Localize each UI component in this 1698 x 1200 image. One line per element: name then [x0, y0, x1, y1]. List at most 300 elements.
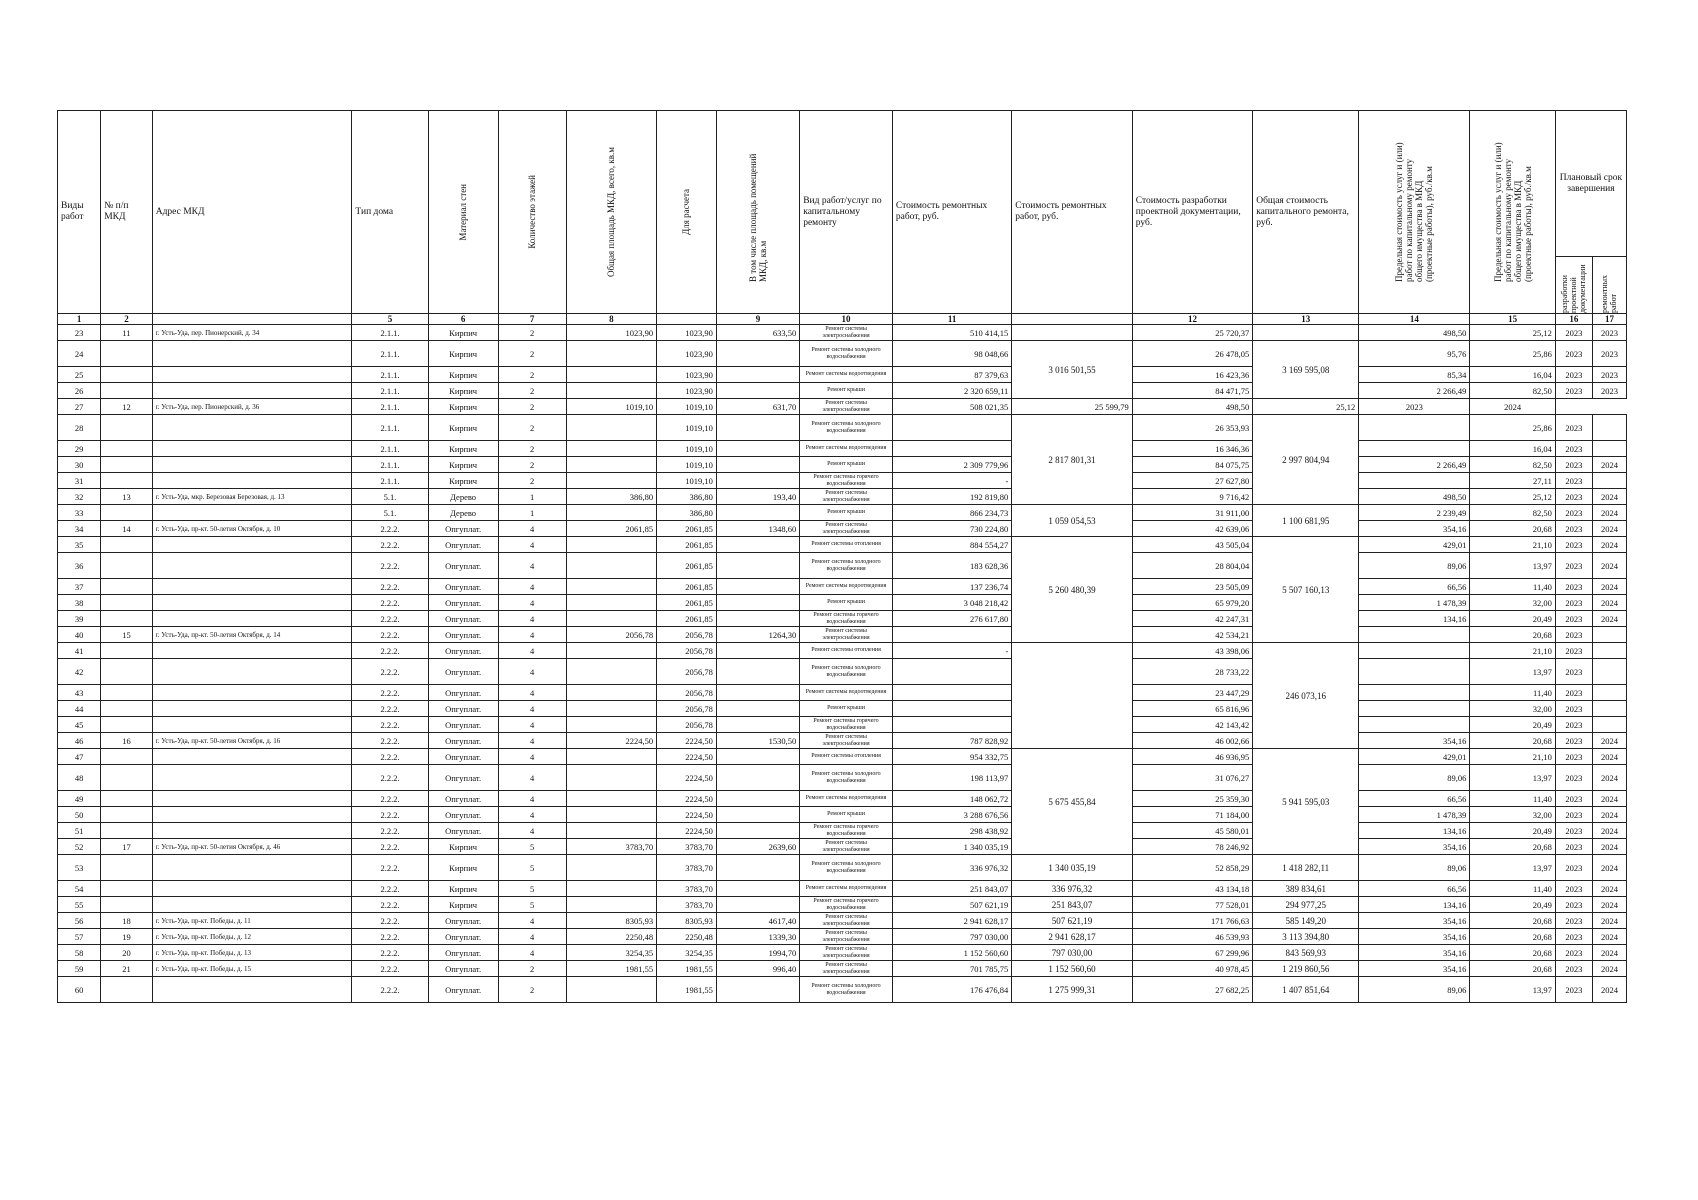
limit-cost-2: 16,04 — [1470, 367, 1555, 383]
repair-cost: 176 476,84 — [892, 977, 1011, 1003]
premises-area — [716, 701, 799, 717]
row-number: 27 — [58, 399, 101, 415]
total-area — [566, 977, 657, 1003]
limit-cost-1 — [1359, 685, 1470, 701]
limit-cost-2: 32,00 — [1470, 807, 1555, 823]
repair-year: 2023 — [1592, 325, 1626, 341]
wall-material: Кирпич — [428, 341, 498, 367]
limit-cost-2: 20,68 — [1470, 913, 1555, 929]
calc-area: 386,80 — [657, 505, 717, 521]
repair-cost: 866 234,73 — [892, 505, 1011, 521]
repair-year — [1592, 685, 1626, 701]
limit-cost-1: 354,16 — [1359, 521, 1470, 537]
group-total-cost: 246 073,16 — [1253, 643, 1359, 749]
row-number: 24 — [58, 341, 101, 367]
work-type: Ремонт системы электроснабжения — [800, 961, 893, 977]
wall-material: Кирпич — [428, 897, 498, 913]
work-type: Ремонт системы отопления — [800, 749, 893, 765]
row-number: 60 — [58, 977, 101, 1003]
work-type: Ремонт системы горячего водоснабжения — [800, 823, 893, 839]
limit-cost-1: 134,16 — [1359, 897, 1470, 913]
house-type: 2.2.2. — [352, 913, 428, 929]
work-type: Ремонт системы водоотведения — [800, 881, 893, 897]
work-type: Ремонт системы электроснабжения — [800, 325, 893, 341]
table-row — [58, 553, 1627, 579]
floor-count: 4 — [498, 733, 566, 749]
header-ploshad-pomesheniy-text: В том числе площадь помещений МКД, кв.м — [748, 153, 769, 282]
address: г. Усть-Уда, пр-кт. 50-летия Октября, д. 10 — [152, 521, 352, 537]
wall-material: Опгуплат. — [428, 611, 498, 627]
wall-material: Кирпич — [428, 881, 498, 897]
house-type: 2.2.2. — [352, 977, 428, 1003]
limit-cost-1: 429,01 — [1359, 537, 1470, 553]
address — [152, 685, 352, 701]
total-area — [566, 537, 657, 553]
total-area: 2224,50 — [566, 733, 657, 749]
project-year: 2023 — [1555, 823, 1592, 839]
address — [152, 659, 352, 685]
mkd-number: 14 — [101, 521, 152, 537]
floor-count: 2 — [498, 341, 566, 367]
repair-cost: 192 819,80 — [892, 489, 1011, 505]
project-year: 2023 — [1555, 553, 1592, 579]
row-number: 44 — [58, 701, 101, 717]
mkd-number — [101, 881, 152, 897]
mkd-number: 15 — [101, 627, 152, 643]
limit-cost-1: 354,16 — [1359, 929, 1470, 945]
project-year: 2023 — [1555, 807, 1592, 823]
repair-year: 2024 — [1592, 855, 1626, 881]
work-type: Ремонт системы водоотведения — [800, 367, 893, 383]
house-type: 5.1. — [352, 489, 428, 505]
house-type: 2.1.1. — [352, 415, 428, 441]
premises-area — [716, 765, 799, 791]
repair-cost: 336 976,32 — [892, 855, 1011, 881]
work-type: Ремонт системы отопления — [800, 537, 893, 553]
total-area — [566, 383, 657, 399]
total-area — [566, 595, 657, 611]
limit-cost-2: 11,40 — [1470, 685, 1555, 701]
column-number-cell — [657, 314, 717, 325]
work-type: Ремонт системы водоотведения — [800, 441, 893, 457]
mkd-number — [101, 383, 152, 399]
mkd-number — [101, 367, 152, 383]
column-number-cell — [152, 314, 352, 325]
wall-material: Опгуплат. — [428, 595, 498, 611]
table-row — [58, 473, 1627, 489]
project-year: 2023 — [1555, 643, 1592, 659]
project-cost: 42 247,31 — [1132, 611, 1252, 627]
wall-material: Опгуплат. — [428, 553, 498, 579]
premises-area — [716, 611, 799, 627]
group-repair-total: 1 340 035,19 — [1012, 855, 1132, 881]
limit-cost-1: 2 266,49 — [1359, 383, 1470, 399]
limit-cost-1: 95,76 — [1359, 341, 1470, 367]
project-year: 2023 — [1555, 505, 1592, 521]
house-type: 2.2.2. — [352, 961, 428, 977]
floor-count: 5 — [498, 897, 566, 913]
work-type: Ремонт системы отопления — [800, 643, 893, 659]
premises-area — [716, 897, 799, 913]
house-type: 2.1.1. — [352, 367, 428, 383]
column-number-cell: 7 — [498, 314, 566, 325]
work-type: Ремонт системы электроснабжения — [800, 913, 893, 929]
row-number: 33 — [58, 505, 101, 521]
project-cost: 31 076,27 — [1132, 765, 1252, 791]
repair-year: 2023 — [1592, 367, 1626, 383]
project-cost: 26 353,93 — [1132, 415, 1252, 441]
total-area — [566, 659, 657, 685]
address — [152, 579, 352, 595]
group-total-cost: 3 169 595,08 — [1253, 341, 1359, 399]
wall-material: Опгуплат. — [428, 701, 498, 717]
address — [152, 367, 352, 383]
table-row — [58, 839, 1627, 855]
group-total-cost: 1 219 860,56 — [1253, 961, 1359, 977]
project-year: 2023 — [1555, 717, 1592, 733]
premises-area — [716, 881, 799, 897]
limit-cost-2: 82,50 — [1470, 383, 1555, 399]
subheader-remontnyh — [1592, 257, 1626, 314]
table-row — [58, 399, 1627, 415]
table-row — [58, 685, 1627, 701]
row-number: 57 — [58, 929, 101, 945]
row-number: 48 — [58, 765, 101, 791]
work-type: Ремонт системы водоотведения — [800, 579, 893, 595]
repair-year: 2024 — [1592, 553, 1626, 579]
row-number: 42 — [58, 659, 101, 685]
repair-cost: 98 048,66 — [892, 341, 1011, 367]
table-row — [58, 611, 1627, 627]
mkd-number: 11 — [101, 325, 152, 341]
project-cost: 71 184,00 — [1132, 807, 1252, 823]
project-year: 2023 — [1555, 441, 1592, 457]
mkd-number — [101, 749, 152, 765]
house-type: 2.2.2. — [352, 823, 428, 839]
repair-year — [1592, 473, 1626, 489]
house-type: 5.1. — [352, 505, 428, 521]
address: г. Усть-Уда, пер. Пионерский, д. 34 — [152, 325, 352, 341]
calc-area: 2250,48 — [657, 929, 717, 945]
mkd-number — [101, 457, 152, 473]
subheader-razrabotki-text: разработки проектной документации — [1560, 264, 1588, 313]
wall-material: Кирпич — [428, 457, 498, 473]
premises-area — [716, 537, 799, 553]
mkd-number — [101, 553, 152, 579]
house-type: 2.2.2. — [352, 521, 428, 537]
column-number-cell: 14 — [1359, 314, 1470, 325]
header-dlya-rascheta-text: Для расчета — [681, 189, 692, 235]
limit-cost-2: 20,68 — [1470, 733, 1555, 749]
table-row — [58, 659, 1627, 685]
premises-area: 1530,50 — [716, 733, 799, 749]
header-predelnaya-2-text: Предельная стоимость услуг и (или) работ по капитальному ремонту общего имущества в МКД (проектные работы), руб./кв.м — [1492, 142, 1533, 282]
limit-cost-1: 134,16 — [1359, 611, 1470, 627]
calc-area: 1023,90 — [657, 367, 717, 383]
repair-cost — [892, 717, 1011, 733]
project-cost: 52 858,29 — [1132, 855, 1252, 881]
table-row — [58, 505, 1627, 521]
column-number-cell: 10 — [800, 314, 893, 325]
group-repair-total: 5 675 455,84 — [1012, 749, 1132, 855]
group-total-cost: 5 507 160,13 — [1253, 537, 1359, 643]
premises-area — [716, 717, 799, 733]
limit-cost-2: 20,68 — [1470, 839, 1555, 855]
mkd-number — [101, 897, 152, 913]
calc-area: 2056,78 — [657, 701, 717, 717]
repair-cost: 701 785,75 — [892, 961, 1011, 977]
column-number-cell: 2 — [101, 314, 152, 325]
total-area — [566, 823, 657, 839]
wall-material: Дерево — [428, 505, 498, 521]
project-cost: 67 299,96 — [1132, 945, 1252, 961]
work-type: Ремонт системы электроснабжения — [800, 945, 893, 961]
floor-count: 4 — [498, 643, 566, 659]
project-cost: 31 911,00 — [1132, 505, 1252, 521]
group-repair-total: 1 275 999,31 — [1012, 977, 1132, 1003]
repair-year: 2023 — [1592, 341, 1626, 367]
wall-material: Опгуплат. — [428, 733, 498, 749]
mkd-number — [101, 595, 152, 611]
calc-area: 2224,50 — [657, 749, 717, 765]
work-type: Ремонт системы холодного водоснабжения — [800, 341, 893, 367]
project-year: 2023 — [1555, 367, 1592, 383]
total-area — [566, 685, 657, 701]
wall-material: Кирпич — [428, 325, 498, 341]
table-row — [58, 929, 1627, 945]
premises-area — [716, 553, 799, 579]
repair-cost: 298 438,92 — [892, 823, 1011, 839]
total-area — [566, 791, 657, 807]
wall-material: Кирпич — [428, 855, 498, 881]
repair-cost: 2 320 659,11 — [892, 383, 1011, 399]
address — [152, 473, 352, 489]
floor-count: 1 — [498, 489, 566, 505]
address: г. Усть-Уда, пр-кт. 50-летия Октября, д. 46 — [152, 839, 352, 855]
work-type: Ремонт крыши — [800, 457, 893, 473]
repair-year: 2024 — [1592, 791, 1626, 807]
group-total-cost: 2 997 804,94 — [1253, 415, 1359, 505]
header-adres: Адрес МКД — [152, 111, 352, 314]
limit-cost-2: 16,04 — [1470, 441, 1555, 457]
limit-cost-1: 498,50 — [1359, 325, 1470, 341]
project-cost: 46 539,93 — [1132, 929, 1252, 945]
floor-count: 4 — [498, 701, 566, 717]
table-row — [58, 537, 1627, 553]
project-year: 2023 — [1555, 881, 1592, 897]
project-cost: 84 471,75 — [1132, 383, 1252, 399]
house-type: 2.2.2. — [352, 701, 428, 717]
floor-count: 2 — [498, 325, 566, 341]
wall-material: Опгуплат. — [428, 537, 498, 553]
mkd-number — [101, 701, 152, 717]
house-type: 2.2.2. — [352, 733, 428, 749]
limit-cost-2: 11,40 — [1470, 791, 1555, 807]
floor-count: 4 — [498, 685, 566, 701]
project-year: 2023 — [1555, 579, 1592, 595]
row-number: 51 — [58, 823, 101, 839]
work-type: Ремонт системы водоотведения — [800, 791, 893, 807]
group-repair-total: 336 976,32 — [1012, 881, 1132, 897]
address — [152, 749, 352, 765]
repair-year: 2024 — [1592, 929, 1626, 945]
project-year: 2023 — [1555, 611, 1592, 627]
total-area — [566, 415, 657, 441]
header-obshaya-stoimost: Общая стоимость капитального ремонта, руб. — [1253, 111, 1359, 314]
limit-cost-2: 21,10 — [1470, 537, 1555, 553]
calc-area: 1981,55 — [657, 977, 717, 1003]
floor-count: 4 — [498, 595, 566, 611]
calc-area: 1019,10 — [657, 473, 717, 489]
header-obshaya-ploshad-text: Общая площадь МКД, всего, кв.м — [606, 146, 617, 278]
limit-cost-1: 89,06 — [1359, 553, 1470, 579]
project-cost: 65 979,20 — [1132, 595, 1252, 611]
mkd-number — [101, 643, 152, 659]
header-planovyy-srok: Плановый срок завершения — [1555, 111, 1626, 257]
project-cost: 43 134,18 — [1132, 881, 1252, 897]
total-area: 2250,48 — [566, 929, 657, 945]
project-cost: 45 580,01 — [1132, 823, 1252, 839]
work-type: Ремонт системы горячего водоснабжения — [800, 611, 893, 627]
project-year: 2023 — [1555, 341, 1592, 367]
mkd-number: 16 — [101, 733, 152, 749]
total-area: 1019,10 — [566, 399, 657, 415]
project-cost: 42 143,42 — [1132, 717, 1252, 733]
floor-count: 2 — [498, 383, 566, 399]
premises-area: 996,40 — [716, 961, 799, 977]
project-year: 2023 — [1555, 929, 1592, 945]
floor-count: 4 — [498, 913, 566, 929]
limit-cost-1: 85,34 — [1359, 367, 1470, 383]
group-total-cost: 294 977,25 — [1253, 897, 1359, 913]
premises-area: 193,40 — [716, 489, 799, 505]
limit-cost-1: 66,56 — [1359, 579, 1470, 595]
total-area — [566, 553, 657, 579]
address — [152, 701, 352, 717]
project-cost: 77 528,01 — [1132, 897, 1252, 913]
repair-cost — [892, 627, 1011, 643]
row-number: 34 — [58, 521, 101, 537]
house-type: 2.1.1. — [352, 441, 428, 457]
work-type: Ремонт системы электроснабжения — [800, 627, 893, 643]
wall-material: Опгуплат. — [428, 913, 498, 929]
work-type: Ремонт системы холодного водоснабжения — [800, 977, 893, 1003]
work-type: Ремонт системы горячего водоснабжения — [800, 473, 893, 489]
project-cost: 23 505,09 — [1132, 579, 1252, 595]
total-area — [566, 749, 657, 765]
column-number-cell: 8 — [566, 314, 657, 325]
address — [152, 505, 352, 521]
project-year: 2023 — [1555, 765, 1592, 791]
calc-area: 2056,78 — [657, 685, 717, 701]
house-type: 2.2.2. — [352, 627, 428, 643]
floor-count: 5 — [498, 855, 566, 881]
repair-cost: 3 288 676,56 — [892, 807, 1011, 823]
row-number: 53 — [58, 855, 101, 881]
limit-cost-1 — [1359, 717, 1470, 733]
limit-cost-1: 134,16 — [1359, 823, 1470, 839]
limit-cost-2: 13,97 — [1470, 659, 1555, 685]
mkd-number: 13 — [101, 489, 152, 505]
wall-material: Опгуплат. — [428, 749, 498, 765]
repair-cost: 730 224,80 — [892, 521, 1011, 537]
project-cost: 16 346,36 — [1132, 441, 1252, 457]
mkd-number — [101, 977, 152, 1003]
limit-cost-1 — [1359, 627, 1470, 643]
total-area — [566, 441, 657, 457]
column-number-cell: 15 — [1470, 314, 1555, 325]
capital-repair-register-table — [57, 110, 1627, 1158]
address — [152, 791, 352, 807]
group-total-cost: 389 834,61 — [1253, 881, 1359, 897]
total-area: 386,80 — [566, 489, 657, 505]
premises-area — [716, 643, 799, 659]
repair-year: 2024 — [1592, 521, 1626, 537]
limit-cost-1 — [1359, 659, 1470, 685]
row-number: 47 — [58, 749, 101, 765]
project-year: 2023 — [1555, 977, 1592, 1003]
repair-year: 2023 — [1592, 383, 1626, 399]
limit-cost-2: 25,12 — [1470, 489, 1555, 505]
project-cost: 28 733,22 — [1132, 659, 1252, 685]
limit-cost-1: 66,56 — [1359, 881, 1470, 897]
calc-area: 2224,50 — [657, 823, 717, 839]
total-area — [566, 505, 657, 521]
header-predelnaya-1-text: Предельная стоимость услуг и (или) работ по капитальному ремонту общего имущества в МКД (проектные работы), руб./кв.м — [1394, 142, 1435, 282]
limit-cost-1: 89,06 — [1359, 765, 1470, 791]
repair-year: 2024 — [1592, 765, 1626, 791]
address — [152, 553, 352, 579]
floor-count: 4 — [498, 579, 566, 595]
project-cost: 43 398,06 — [1132, 643, 1252, 659]
calc-area: 1023,90 — [657, 383, 717, 399]
premises-area — [716, 579, 799, 595]
repair-year: 2024 — [1592, 881, 1626, 897]
mkd-number — [101, 823, 152, 839]
project-year: 2023 — [1555, 913, 1592, 929]
calc-area: 1019,10 — [657, 441, 717, 457]
group-total-cost — [1253, 325, 1359, 341]
premises-area: 1994,70 — [716, 945, 799, 961]
project-cost: 27 682,25 — [1132, 977, 1252, 1003]
floor-count: 5 — [498, 881, 566, 897]
header-stoimost-remontnyh: Стоимость ремонтных работ, руб. — [892, 111, 1011, 314]
repair-year: 2024 — [1592, 749, 1626, 765]
floor-count: 2 — [498, 399, 566, 415]
table-row — [58, 701, 1627, 717]
floor-count: 5 — [498, 839, 566, 855]
repair-cost — [892, 659, 1011, 685]
column-number-cell: 16 — [1555, 314, 1592, 325]
table-body — [58, 325, 1627, 1003]
group-total-cost: 1 407 851,64 — [1253, 977, 1359, 1003]
project-cost: 27 627,80 — [1132, 473, 1252, 489]
wall-material: Опгуплат. — [428, 791, 498, 807]
premises-area — [716, 807, 799, 823]
total-area — [566, 643, 657, 659]
group-repair-total — [1012, 643, 1132, 749]
house-type: 2.2.2. — [352, 643, 428, 659]
wall-material: Опгуплат. — [428, 643, 498, 659]
project-cost: 28 804,04 — [1132, 553, 1252, 579]
work-type: Ремонт системы холодного водоснабжения — [800, 659, 893, 685]
limit-cost-2: 20,68 — [1470, 521, 1555, 537]
address — [152, 977, 352, 1003]
project-cost: 25 720,37 — [1132, 325, 1252, 341]
table-row — [58, 791, 1627, 807]
wall-material: Опгуплат. — [428, 929, 498, 945]
repair-cost — [892, 701, 1011, 717]
